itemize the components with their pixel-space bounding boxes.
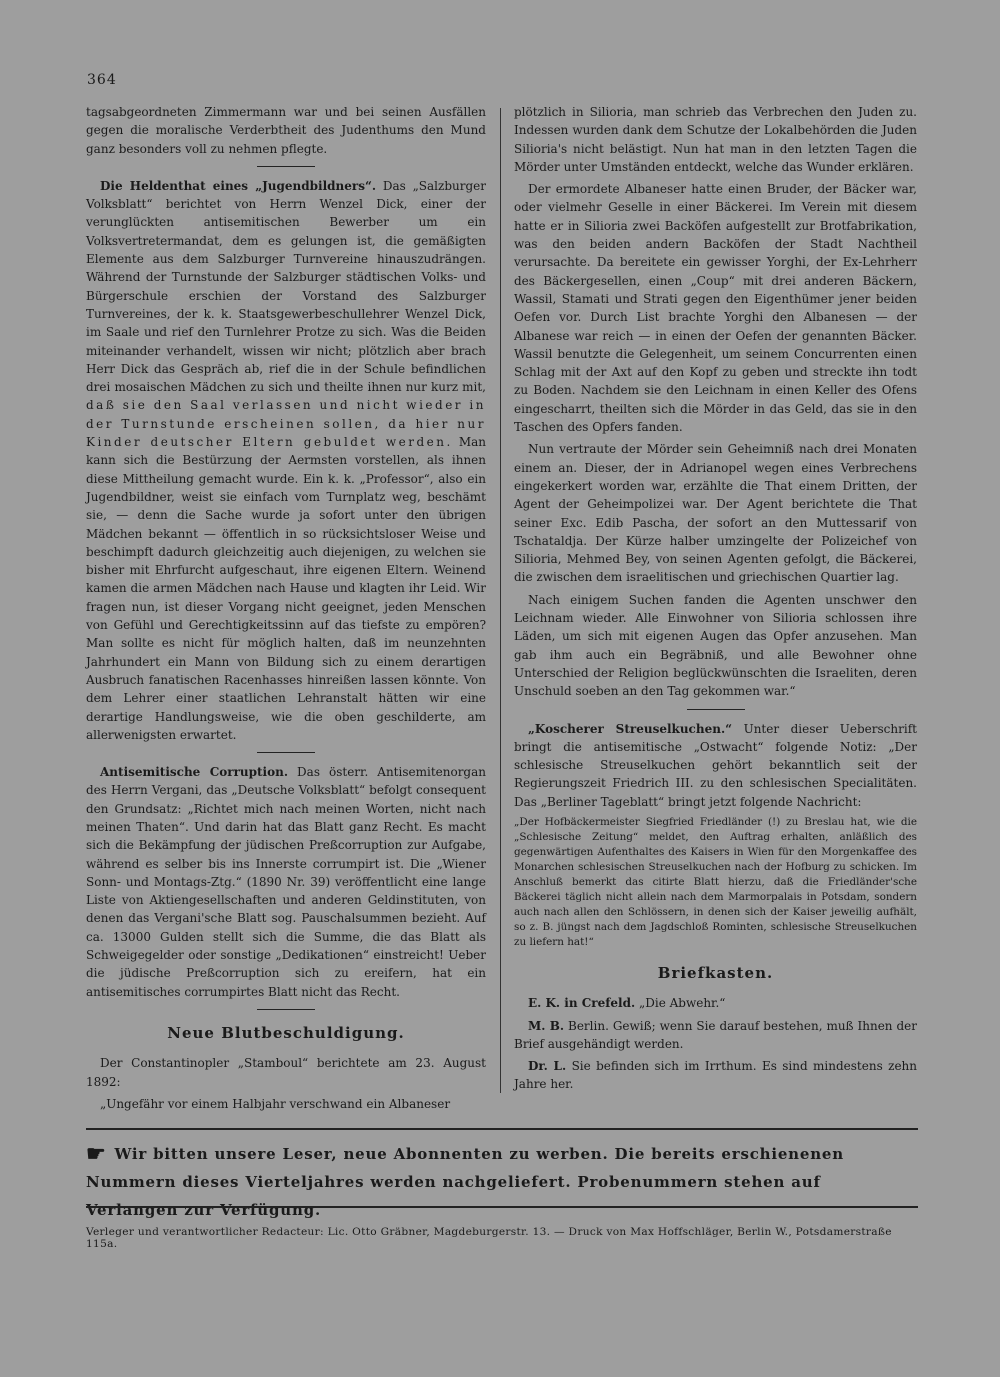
right-column	[514, 103, 917, 1098]
letter-recipient: Dr. L.	[528, 1059, 567, 1074]
section-divider	[257, 1009, 315, 1010]
letter-recipient: E. K. in Crefeld.	[528, 996, 636, 1011]
letter-item	[514, 1057, 917, 1094]
letter-text: Sie befinden sich im Irrthum. Es sind mindestens zehn Jahre her.	[514, 1059, 918, 1092]
blut-title: Neue Blutbeschuldigung.	[167, 1023, 405, 1042]
notice-bottom-rule	[86, 1206, 918, 1208]
antisemitism-article	[86, 763, 486, 1001]
letter-recipient: M. B.	[528, 1018, 565, 1033]
notice-text: Wir bitten unsere Leser, neue Abonnenten zu werben. Die bereits erschienenen Nummern dieses Vierteljahres werden nachgeliefert. Probenummern stehen auf Verlangen zur Verfügung.	[86, 1145, 844, 1219]
blut-continuation: plötzlich in Silioria, man schrieb das Verbrechen den Juden zu. Indessen wurden dank dem Schutze der Lokalbehörden die Juden Silioria's nicht belästigt. Nun hat man in den letzten Tagen die Mörder unter Umständen entdeckt, welche das Wunder erklären.	[514, 105, 917, 174]
blut-body: Der Constantinopler „Stamboul“ berichtete am 23. August 1892:	[86, 1056, 486, 1089]
letter-text: Berlin. Gewiß; wenn Sie darauf bestehen, muß Ihnen der Brief ausgehändigt werden.	[514, 1018, 917, 1051]
antisemitism-title: Antisemitische Corruption.	[100, 765, 289, 780]
notice-top-rule	[86, 1128, 918, 1130]
blut-quote-start: „Ungefähr vor einem Halbjahr verschwand ein Albaneser	[100, 1096, 451, 1111]
heldenthat-spaced-quote: daß sie den Saal verlassen und nicht wieder in der Turnstunde erscheinen sollen, da hier nur Kinder deutscher Eltern gebuldet werden.	[86, 398, 486, 450]
streusel-quote: „Der Hofbäckermeister Siegfried Friedländer (!) zu Breslau hat, wie die „Schlesische Zeitung“ meldet, den Auftrag erhalten, anläßlich des gegenwärtigen Aufenthaltes des Kaisers in Wien für den Morgenkaffee des Monarchen schlesischen Streuselkuchen nach der Hofburg zu schicken. Im Anschluß bemerkt das citirte Blatt hierzu, daß die Friedländer'sche Bäckerei täglich nicht allein nach dem Marmorpalais in Potsdam, sondern auch nach allen den Schlössern, in denen sich der Kaiser jeweilig aufhält, so z. B. jüngst nach dem Jagdschloß Rominten, schlesische Streuselkuchen zu liefern hat!“	[514, 815, 917, 948]
blut-continuation: Nun vertraute der Mörder sein Geheimniß nach drei Monaten einem an. Dieser, der in Adrianopel wegen eines Verbrechens eingekerkert worden war, erzählte die That einem Dritten, der Agent der Geheimpolizei war. Der Agent berichtete die That seiner Exc. Edib Pascha, der sofort an den Muttessarif von Tschataldja. Der Kürze halber umzingelte der Polizeichef von Silioria, Mehmed Bey, von seinen Agenten gefolgt, die Bäckerei, die zwischen dem israelitischen und griechischen Quartier lag.	[514, 442, 917, 585]
letter-item	[514, 1017, 917, 1054]
streusel-body: Unter dieser Ueberschrift bringt die antisemitische „Ostwacht“ folgende Notiz: „Der schlesische Streuselkuchen gehört bekanntlich seit der Regierungszeit Friedrich III. zu den schlesischen Specialitäten. Das „Berliner Tageblatt“ bringt jetzt folgende Nachricht:	[514, 721, 917, 809]
pointing-hand-icon: ☛	[86, 1141, 107, 1167]
imprint-footer: Verleger und verantwortlicher Redacteur: Lic. Otto Gräbner, Magdeburgerstr. 13. — Druck von Max Hoffschläger, Berlin W., Potsdamerstraße 115a.	[86, 1226, 892, 1250]
heldenthat-body: Das „Salzburger Volksblatt“ berichtet von Herrn Wenzel Dick, einer der verunglückten antisemitischen Bewerber um ein Volksvertretermandat, dem es gelungen ist, die gemäßigten Elemente aus dem Salzburger Turnvereine hinauszudrängen. Während der Turnstunde der Salzburger städtischen Volks- und Bürgerschule erschien der Vorstand des Salzburger Turnvereines, der k. k. Staatsgewerbeschullehrer Wenzel Dick, im Saale und rief den Turnlehrer Protze zu sich. Was die Beiden miteinander verhandelt, wissen wir nicht; plötzlich aber brach Herr Dick das Gespräch ab, rief die in der Schule befindlichen drei mosaischen Mädchen zu sich und theilte ihnen nur kurz mit,	[86, 178, 486, 395]
section-divider	[257, 166, 315, 167]
briefkasten-title: Briefkasten.	[657, 963, 774, 982]
blut-continuation: Der ermordete Albaneser hatte einen Bruder, der Bäcker war, oder vielmehr Geselle in einer Bäckerei. Im Verein mit diesem hatte er in Silioria zwei Backöfen aufgestellt zur Brotfabrikation, was den beiden andern Backöfen der Stadt Nachtheil verursachte. Da bereitete ein gewisser Yorghi, der Ex-Lehrherr des Bäckergesellen, einen „Coup“ mit drei anderen Bäckern, Wassil, Stamati und Strati gegen den Eigenthümer jener beiden Oefen vor. Durch List brachte Yorghi den Albanesen — der Albanese war reich — in einen der Oefen der genannten Bäcker. Wassil benutzte die Gelegenheit, um seinem Concurrenten einen Schlag mit der Axt auf den Kopf zu geben und streckte ihn todt zu Boden. Nachdem sie den Leichnam in einen Keller des Ofens eingescharrt, theilten sich die Mörder in das Geld, das sie in den Taschen des Opfers fanden.	[514, 182, 917, 435]
blut-continuation: Nach einigem Suchen fanden die Agenten unschwer den Leichnam wieder. Alle Einwohner von Silioria schlossen ihre Läden, um sich mit eigenen Augen das Opfer anzusehen. Man gab ihm auch ein Begräbniß, und alle Bewohner ohne Unterschied der Religion beglückwünschten die Israeliten, deren Unschuld soeben an den Tag gekommen war.“	[514, 592, 917, 699]
column-divider	[500, 108, 501, 1093]
letter-text: „Die Abwehr.“	[639, 996, 726, 1011]
heldenthat-body-continued: Man kann sich die Bestürzung der Aermsten vorstellen, als ihnen diese Mittheilung gemacht wurde. Ein k. k. „Professor“, also ein Jugendbildner, weist sie einfach vom Turnplatz weg, beschämt sie, — denn die Sache wurde ja sofort unter den übrigen Mädchen bekannt — öffentlich in so rücksichtsloser Weise und beschimpft dadurch gleichzeitig auch diejenigen, zu welchen sie bisher mit Ehrfurcht aufgeschaut, ihre eigenen Eltern. Weinend kamen die armen Mädchen nach Hause und klagten ihr Leid. Wir fragen nun, ist dieser Vorgang nicht geeignet, jeden Menschen von Gefühl und Gerechtigkeitssinn auf das tiefste zu empören? Man sollte es nicht für möglich halten, daß im neunzehnten Jahrhundert ein Mann von Bildung sich zu einem derartigen Ausbruch fanatischen Racenhasses hinreißen lassen könnte. Von dem Lehrer einer staatlichen Lehranstalt hätten wir eine derartige Handlungsweise, wie die oben geschilderte, am allerwenigsten erwartet.	[86, 435, 486, 742]
left-column	[86, 103, 486, 1117]
letter-item	[514, 994, 917, 1012]
streusel-title: „Koscherer Streuselkuchen.“	[528, 721, 733, 736]
antisemitism-body: Das österr. Antisemitenorgan des Herrn Vergani, das „Deutsche Volksblatt“ befolgt consequent den Grundsatz: „Richtet mich nach meinen Worten, nicht nach meinen Thaten“. Und darin hat das Blatt ganz Recht. Es macht sich die Bekämpfung der jüdischen Preßcorruption zur Aufgabe, während es selber bis ins Innerste corrumpirt ist. Die „Wiener Sonn- und Montags-Ztg.“ (1890 Nr. 39) veröffentlicht eine lange Liste von Aktiengesellschaften und anderen Geldinstituten, von denen das Vergani'sche Blatt sog. Pauschalsummen bezieht. Auf ca. 13000 Gulden stellt sich die Summe, die das Blatt als Schweigegelder oder sonstige „Dedikationen“ einstreicht! Ueber die jüdische Preßcorruption sich zu ereifern, hat ein antisemitisches corrumpirtes Blatt nicht das Recht.	[86, 765, 486, 999]
heldenthat-title: Die Heldenthat eines „Jugendbildners“.	[100, 178, 377, 193]
intro-paragraph: tagsabgeordneten Zimmermann war und bei seinen Ausfällen gegen die moralische Verderbtheit des Judenthums den Mund ganz besonders voll zu nehmen pflegte.	[86, 105, 486, 156]
page-number: 364	[87, 72, 117, 88]
heldenthat-article	[86, 177, 486, 744]
section-divider	[257, 752, 315, 753]
streusel-article	[514, 720, 917, 811]
section-divider	[687, 709, 745, 710]
subscriber-notice	[86, 1140, 918, 1224]
